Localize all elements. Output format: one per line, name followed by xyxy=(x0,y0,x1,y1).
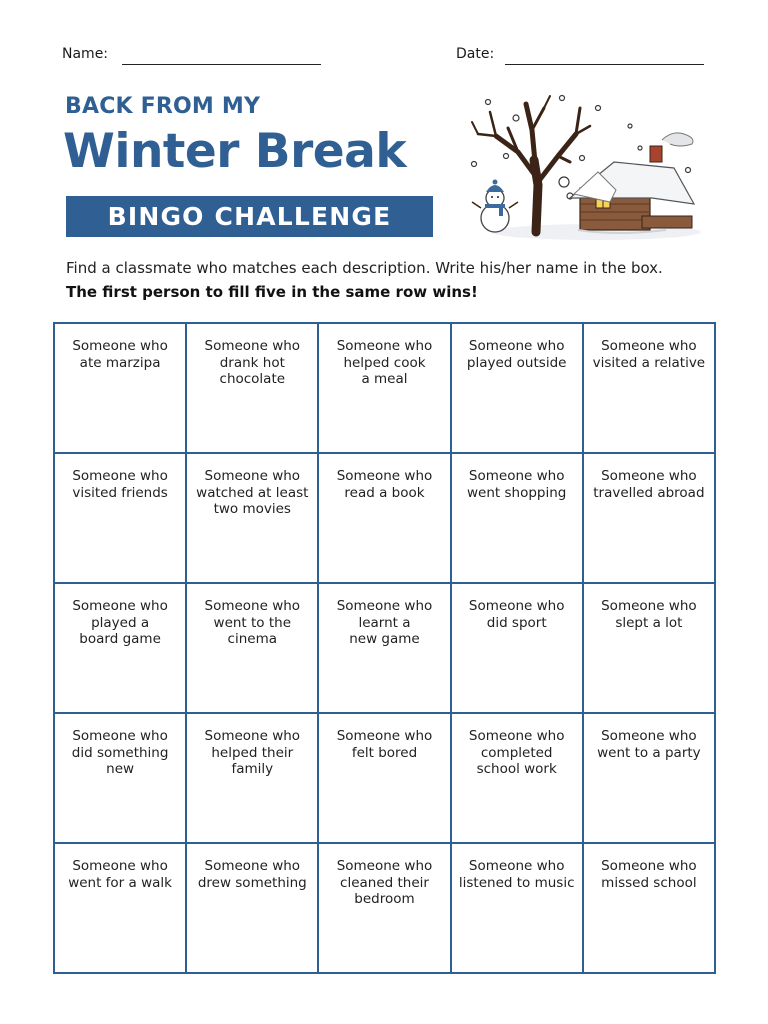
bingo-cell[interactable]: Someone who learnt a new game xyxy=(318,583,450,713)
bingo-cell[interactable]: Someone who read a book xyxy=(318,453,450,583)
bingo-cell[interactable]: Someone who watched at least two movies xyxy=(186,453,318,583)
bingo-cell[interactable]: Someone who drew something xyxy=(186,843,318,973)
bingo-cell[interactable]: Someone who did something new xyxy=(54,713,186,843)
bingo-cell[interactable]: Someone who ate marzipa xyxy=(54,323,186,453)
date-field[interactable] xyxy=(505,64,704,65)
name-field[interactable] xyxy=(122,64,321,65)
bingo-cell[interactable]: Someone who travelled abroad xyxy=(583,453,715,583)
winning-rule: The first person to fill five in the same row wins! xyxy=(66,283,478,301)
bingo-cell[interactable]: Someone who felt bored xyxy=(318,713,450,843)
bingo-cell[interactable]: Someone who visited a relative xyxy=(583,323,715,453)
bingo-cell[interactable]: Someone who went to a party xyxy=(583,713,715,843)
bingo-cell[interactable]: Someone who drank hot chocolate xyxy=(186,323,318,453)
bingo-cell[interactable]: Someone who helped cook a meal xyxy=(318,323,450,453)
winter-illustration xyxy=(466,90,702,250)
bingo-cell[interactable]: Someone who helped their family xyxy=(186,713,318,843)
bingo-cell[interactable]: Someone who played outside xyxy=(451,323,583,453)
bingo-cell[interactable]: Someone who completed school work xyxy=(451,713,583,843)
date-label: Date: xyxy=(456,46,495,62)
bingo-cell[interactable]: Someone who missed school xyxy=(583,843,715,973)
bingo-cell[interactable]: Someone who visited friends xyxy=(54,453,186,583)
bingo-cell[interactable]: Someone who did sport xyxy=(451,583,583,713)
snowman-icon xyxy=(472,180,518,233)
bingo-cell[interactable]: Someone who went to the cinema xyxy=(186,583,318,713)
bingo-cell[interactable]: Someone who played a board game xyxy=(54,583,186,713)
bingo-cell[interactable]: Someone who went shopping xyxy=(451,453,583,583)
bingo-grid xyxy=(53,322,716,974)
bingo-banner: BINGO CHALLENGE xyxy=(66,196,433,237)
bingo-cell[interactable]: Someone who listened to music xyxy=(451,843,583,973)
bingo-cell[interactable]: Someone who cleaned their bedroom xyxy=(318,843,450,973)
bingo-cell[interactable]: Someone who slept a lot xyxy=(583,583,715,713)
instructions-text: Find a classmate who matches each description. Write his/her name in the box. xyxy=(66,259,663,277)
cabin-icon xyxy=(570,133,694,233)
bingo-cell[interactable]: Someone who went for a walk xyxy=(54,843,186,973)
page-title: Winter Break xyxy=(63,124,407,179)
name-label: Name: xyxy=(62,46,109,62)
title-kicker: BACK FROM MY xyxy=(65,94,261,119)
